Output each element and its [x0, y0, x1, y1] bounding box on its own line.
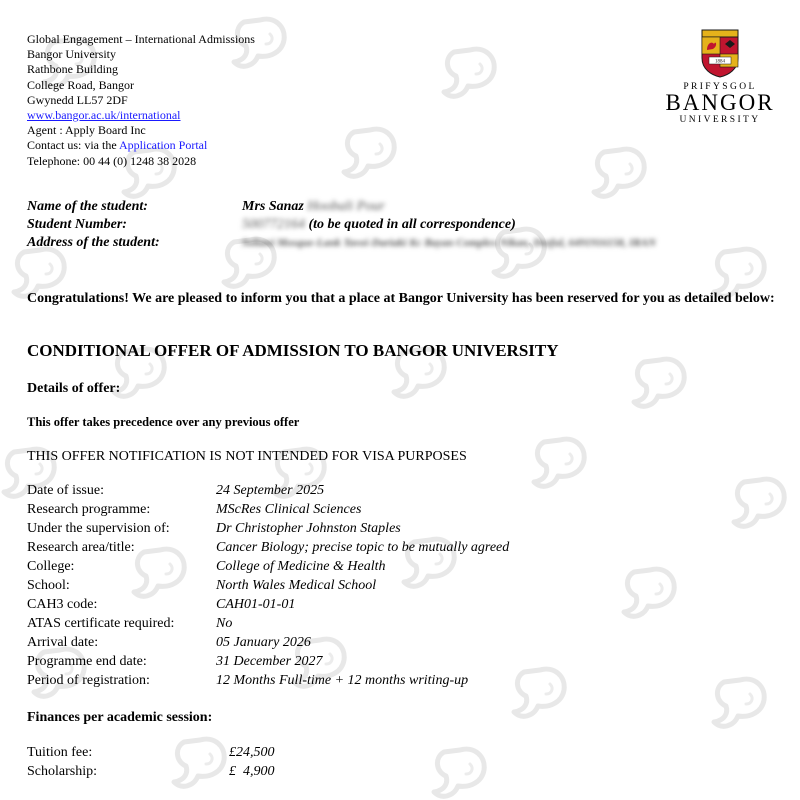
offer-label: College: [27, 559, 75, 574]
redacted-student-number: 500772164 [242, 217, 305, 232]
sender-line: Bangor University [27, 47, 116, 62]
student-address-label: Address of the student: [27, 235, 160, 250]
sender-line: Rathbone Building [27, 62, 118, 77]
offer-row [27, 616, 767, 635]
offer-label: Research area/title: [27, 540, 135, 555]
offer-row [27, 502, 767, 521]
sender-line: Gwynedd LL57 2DF [27, 92, 128, 107]
offer-value: 24 September 2025 [216, 483, 325, 498]
offer-value: Dr Christopher Johnston Staples [216, 521, 401, 536]
student-details [27, 199, 777, 253]
offer-value: North Wales Medical School [216, 578, 377, 593]
student-number-value [242, 217, 516, 233]
offer-label: ATAS certificate required: [27, 616, 175, 631]
offer-value: College of Medicine & Health [216, 559, 386, 574]
fee-label: Tuition fee: [27, 745, 93, 760]
application-portal-link[interactable]: Application Portal [119, 138, 208, 153]
offer-row [27, 635, 767, 654]
offer-label: Date of issue: [27, 483, 104, 498]
congratulations-text: Congratulations! We are pleased to inform you that a place at Bangor University has been reserved for you as detailed below: [27, 291, 775, 306]
offer-value: Cancer Biology; precise topic to be mutually agreed [216, 540, 510, 555]
offer-value: MScRes Clinical Sciences [216, 502, 362, 517]
offer-label: School: [27, 578, 70, 593]
offer-row [27, 521, 767, 540]
precedence-note: This offer takes precedence over any previous offer [27, 415, 300, 429]
logo-university: UNIVERSITY [679, 115, 761, 125]
offer-label: Under the supervision of: [27, 521, 170, 536]
agent-line: Agent : Apply Board Inc [27, 123, 146, 138]
fees-table [27, 745, 767, 783]
sender-line: College Road, Bangor [27, 77, 134, 92]
website-link[interactable]: www.bangor.ac.uk/international [27, 108, 181, 123]
contact-line [27, 138, 255, 153]
telephone-line: Telephone: 00 44 (0) 1248 38 2028 [27, 153, 197, 168]
fee-row [27, 764, 767, 783]
offer-label: Arrival date: [27, 635, 99, 650]
bangor-university-logo [660, 28, 780, 128]
sender-address-block [27, 32, 255, 169]
fee-label: Scholarship: [27, 764, 97, 779]
details-of-offer-label: Details of offer: [27, 381, 121, 396]
offer-value: 05 January 2026 [216, 635, 311, 650]
offer-label: Period of registration: [27, 673, 150, 688]
logo-prifysgol: PRIFYSGOL [683, 82, 757, 92]
offer-label: CAH3 code: [27, 597, 98, 612]
university-crest-icon [700, 28, 740, 78]
offer-label: Programme end date: [27, 654, 147, 669]
not-for-visa-notice: THIS OFFER NOTIFICATION IS NOT INTENDED FOR VISA PURPOSES [27, 449, 467, 464]
student-number-note: (to be quoted in all correspondence) [308, 217, 516, 232]
offer-details-table [27, 483, 767, 692]
sender-line: Global Engagement – International Admissions [27, 32, 255, 46]
offer-row [27, 559, 767, 578]
fee-row [27, 745, 767, 764]
fee-value: £ 4,900 [229, 764, 275, 779]
crest-year: 1884 [715, 59, 725, 65]
redacted-surname: Hoobali Pour [307, 199, 385, 214]
fee-value: £24,500 [229, 745, 275, 760]
offer-row [27, 673, 767, 692]
offer-row [27, 597, 767, 616]
offer-value: CAH01-01-01 [216, 597, 296, 612]
offer-row [27, 540, 767, 559]
offer-value: 12 Months Full-time + 12 months writing-up [216, 673, 469, 688]
redacted-student-address: Soltani Mosque-Lank Tavoi-Dariaki Kc Bayan Complex Nikan, Dezful, 6491916158, IRAN [242, 237, 656, 249]
student-name-value [242, 199, 385, 215]
student-number-label: Student Number: [27, 217, 127, 232]
contact-prefix: Contact us: via the [27, 138, 119, 153]
offer-row [27, 578, 767, 597]
offer-heading: CONDITIONAL OFFER OF ADMISSION TO BANGOR UNIVERSITY [27, 341, 559, 360]
offer-label: Research programme: [27, 502, 151, 517]
offer-value: No [216, 616, 233, 631]
offer-value: 31 December 2027 [216, 654, 323, 669]
offer-row [27, 654, 767, 673]
student-first-name: Mrs Sanaz [242, 199, 304, 214]
offer-row [27, 483, 767, 502]
student-name-label: Name of the student: [27, 199, 148, 214]
logo-bangor: BANGOR [665, 90, 775, 115]
finances-label: Finances per academic session: [27, 710, 213, 725]
